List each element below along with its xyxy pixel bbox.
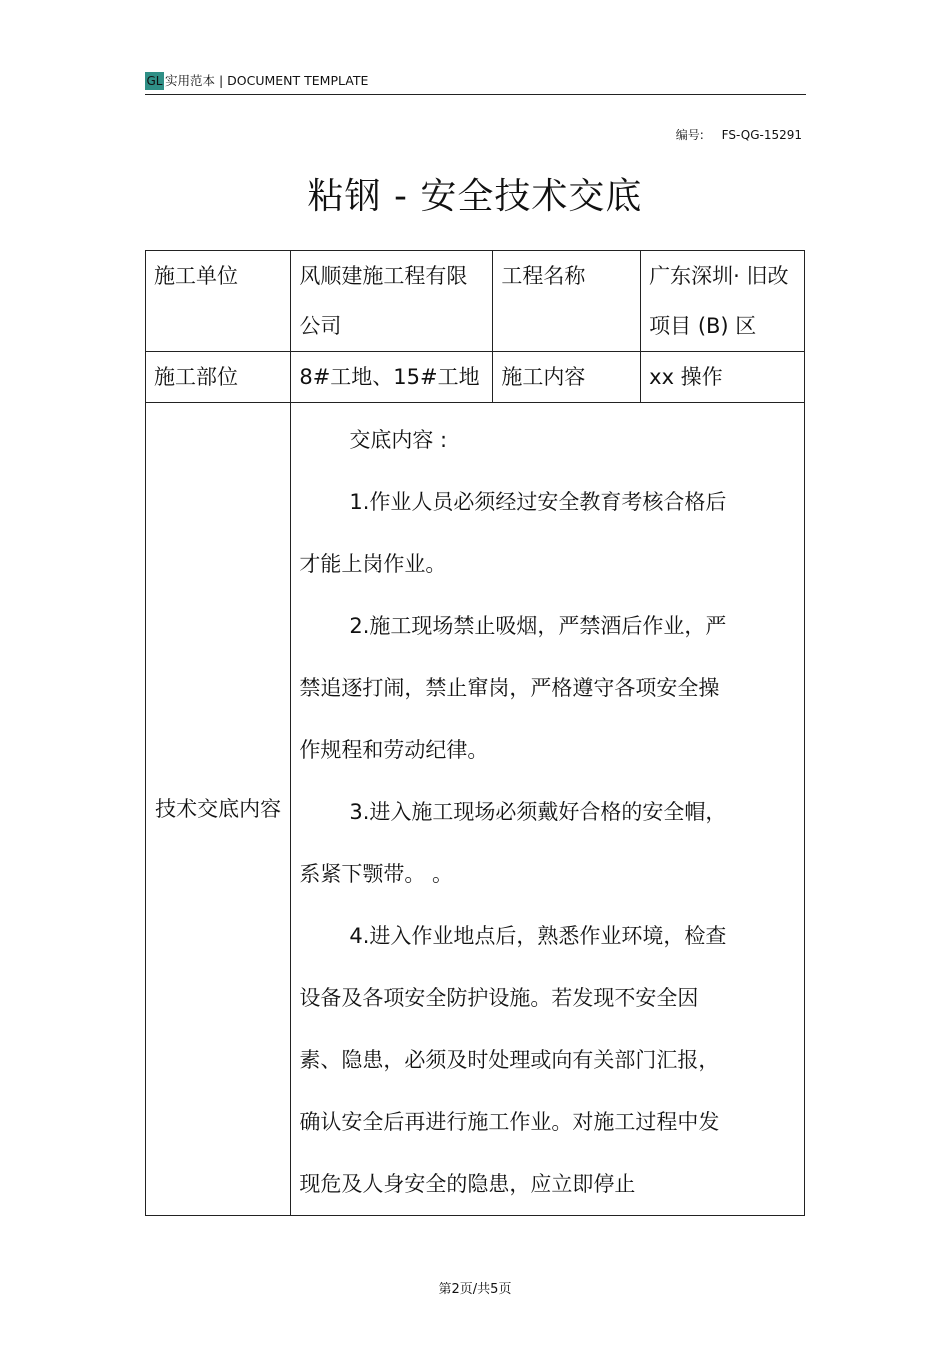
cell-label-construction-unit: 施工单位: [146, 251, 291, 352]
document-number-label: 编号:: [675, 128, 704, 142]
table-row: [146, 251, 805, 352]
document-number-value: FS-QG-15291: [721, 128, 802, 142]
table-row: [146, 352, 805, 403]
disclosure-item-1: 1.作业人员必须经过安全教育考核合格后才能上岗作业。: [299, 490, 727, 576]
logo: GL: [146, 74, 163, 88]
disclosure-item-4: 4.进入作业地点后，熟悉作业环境，检查设备及各项安全防护设施。若发现不安全因素、隐患，必须及时处理或向有关部门汇报，确认安全后再进行施工作业。对施工过程中发现危及人身安全的隐患，应立即停止: [299, 924, 727, 1196]
cell-label-construction-content: 施工内容: [493, 352, 641, 403]
page-header: [145, 70, 806, 95]
cell-value-construction-site: 8#工地、15#工地: [291, 352, 493, 403]
document-number: [676, 126, 802, 143]
disclosure-item-3: 3.进入施工现场必须戴好合格的安全帽，系紧下颚带。 。: [299, 800, 727, 886]
table-row: [146, 403, 805, 1216]
document-title: 粘钢 - 安全技术交底: [307, 176, 643, 217]
info-table: [145, 250, 805, 1216]
cell-label-disclosure-content: 技术交底内容: [146, 403, 291, 1216]
disclosure-item-2: 2.施工现场禁止吸烟，严禁酒后作业，严禁追逐打闹，禁止窜岗，严格遵守各项安全操作规程和劳动纪律。: [299, 614, 727, 762]
cell-label-construction-site: 施工部位: [146, 352, 291, 403]
cell-value-construction-unit: 风顺建施工程有限公司: [291, 251, 493, 352]
cell-value-construction-content: xx 操作: [641, 352, 805, 403]
disclosure-heading: 交底内容 :: [349, 428, 448, 452]
page-footer: 第2页/共5页: [438, 1282, 512, 1297]
cell-value-project-name: 广东深圳· 旧改项目 (B) 区: [641, 251, 805, 352]
header-text: 实用范本 | DOCUMENT TEMPLATE: [165, 73, 369, 88]
cell-disclosure-content: [291, 403, 805, 1216]
cell-label-project-name: 工程名称: [493, 251, 641, 352]
